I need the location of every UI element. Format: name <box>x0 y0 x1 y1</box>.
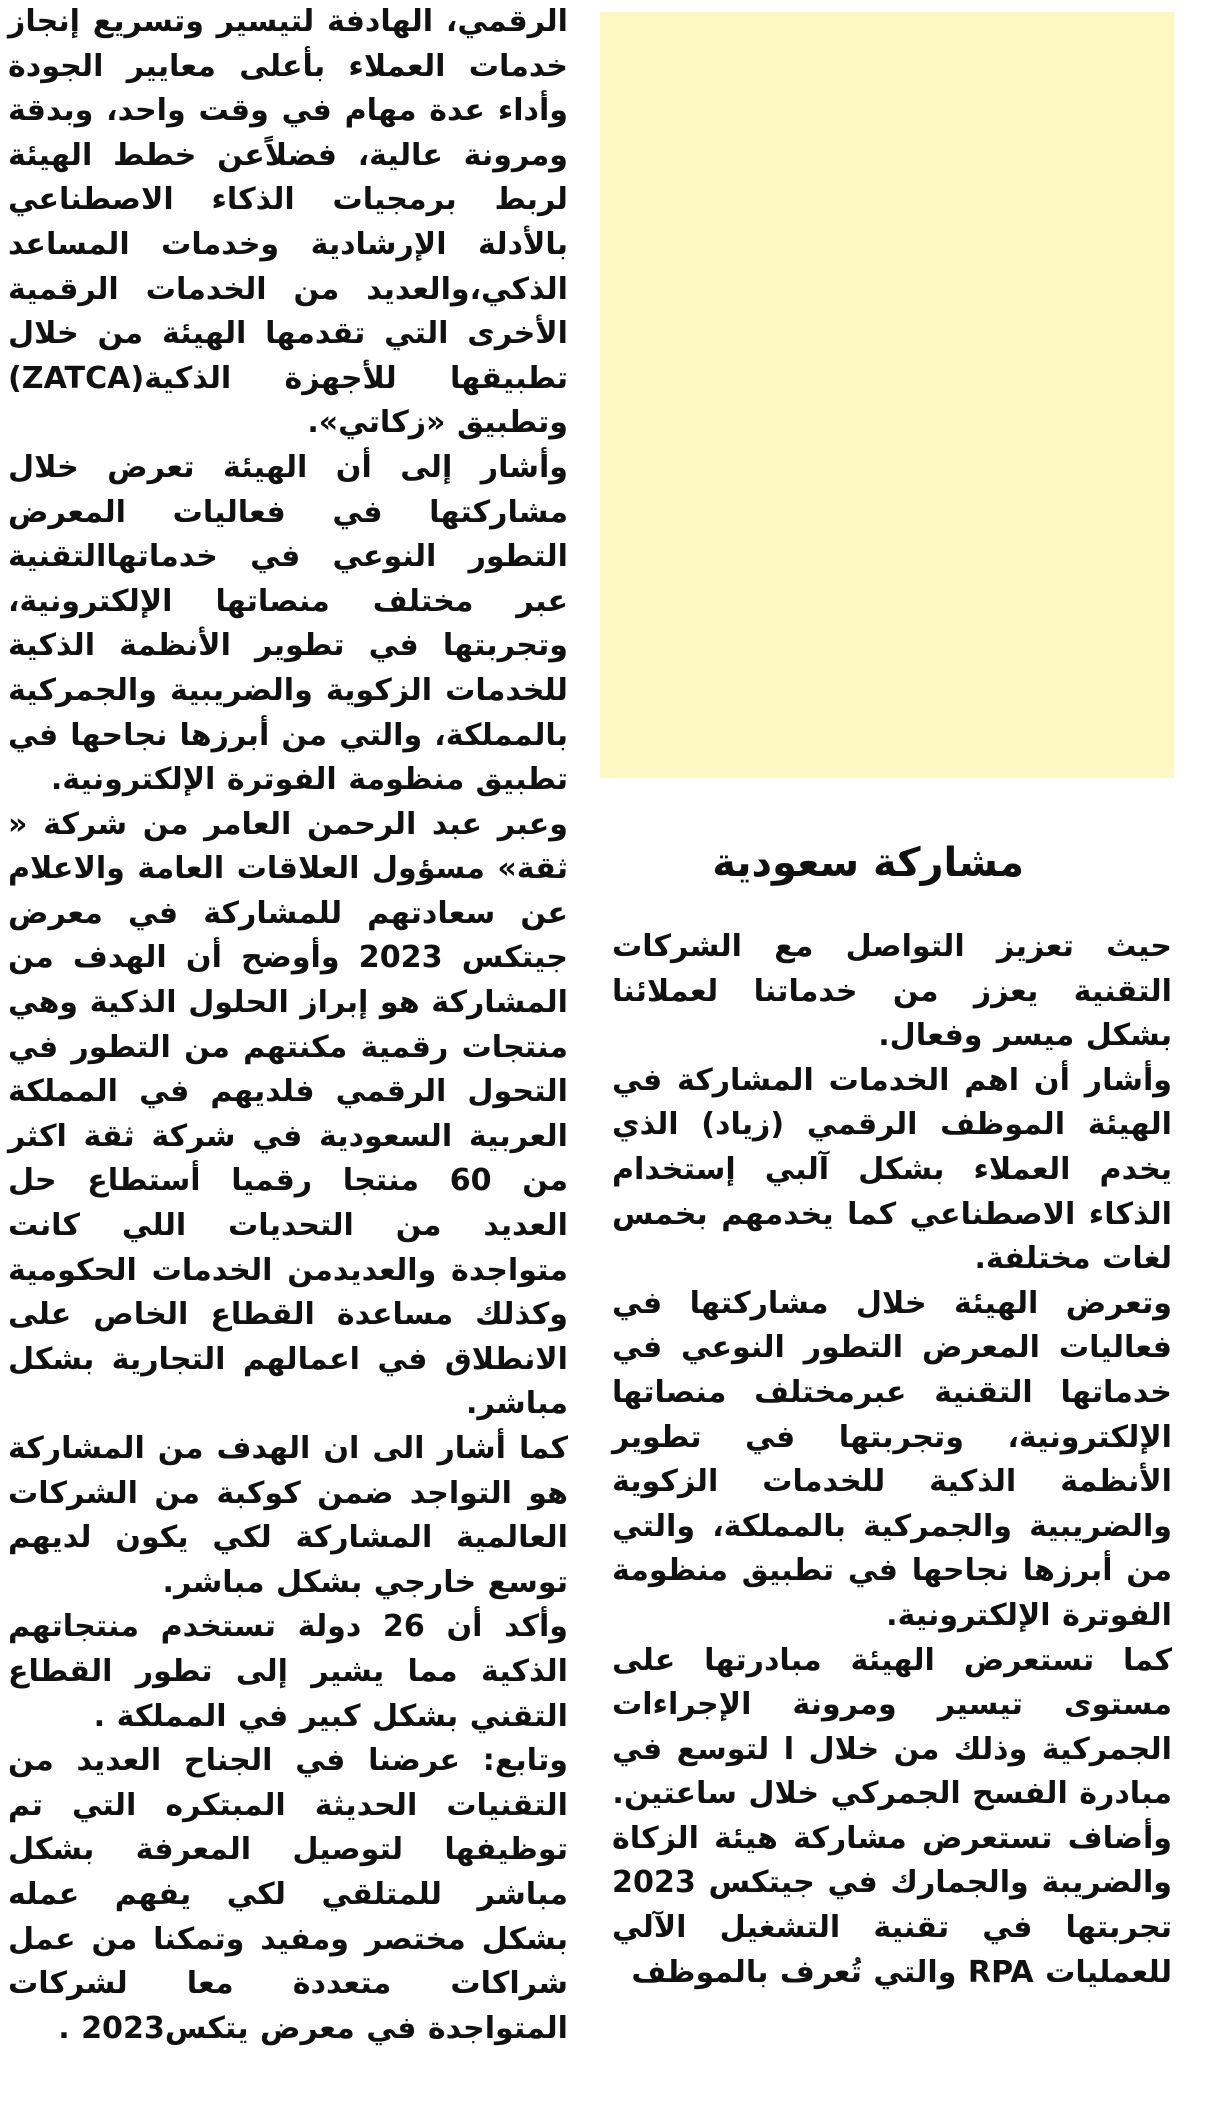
article-photo-placeholder <box>600 12 1174 778</box>
section-heading: مشاركة سعودية <box>712 840 1024 886</box>
article-paragraph: الرقمي، الهادفة لتيسير وتسريع إنجاز خدمات العملاء بأعلى معايير الجودة وأداء عدة مهام في وقت واحد، وبدقة ومرونة عالية، فضلاًعن خطط الهيئة لربط برمجيات الذكاء الاصطناعي بالأدلة الإرشادية وخدمات المساعد الذكي،والعديد من الخدمات الرقمية الأخرى التي تقدمها الهيئة من خلال تطبيقها للأجهزة الذكية(ZATCA) وتطبيق «زكاتي». <box>8 4 568 441</box>
article-column-left <box>8 0 568 2051</box>
article-paragraph: كما تستعرض الهيئة مبادرتها على مستوى تيسير ومرونة الإجراءات الجمركية وذلك من خلال ا لتوسع في مبادرة الفسح الجمركي خلال ساعتين. <box>612 1642 1172 1812</box>
article-column-right <box>612 925 1172 1995</box>
article-paragraph: وأضاف تستعرض مشاركة هيئة الزكاة والضريبة والجمارك في جيتكس 2023 تجربتها في تقنية التشغيل الآلي للعمليات RPA والتي تُعرف بالموظف <box>612 1820 1172 1990</box>
article-paragraph: حيث تعزيز التواصل مع الشركات التقنية يعزز من خدماتنا لعملائنا بشكل ميسر وفعال. <box>612 929 1172 1054</box>
article-paragraph: وعبر عبد الرحمن العامر من شركة « ثقة» مسؤول العلاقات العامة والاعلام عن سعادتهم للمشاركة في معرض جيتكس 2023 وأوضح أن الهدف من المشاركة هو إبراز الحلول الذكية وهي منتجات رقمية مكنتهم من التطور في التحول الرقمي فلديهم في المملكة العربية السعودية في شركة ثقة اكثر من 60 منتجا رقميا أستطاع حل العديد من التحديات اللي كانت متواجدة والعديدمن الخدمات الحكومية وكذلك مساعدة القطاع الخاص على الانطلاق في اعمالهم التجارية بشكل مباشر. <box>8 806 568 1422</box>
article-paragraph: وتابع: عرضنا في الجناح العديد من التقنيات الحديثة المبتكره التي تم توظيفها لتوصيل المعرفة بشكل مباشر للمتلقي لكي يفهم عمله بشكل مختصر ومفيد وتمكنا من عمل شراكات متعددة معا لشركات المتواجدة في معرض يتكس2023 . <box>8 1743 568 2046</box>
article-paragraph: وأكد أن 26 دولة تستخدم منتجاتهم الذكية مما يشير إلى تطور القطاع التقني بشكل كبير في المملكة . <box>8 1609 568 1734</box>
article-paragraph: وأشار أن اهم الخدمات المشاركة في الهيئة الموظف الرقمي (زياد) الذي يخدم العملاء بشكل آلبي إستخدام الذكاء الاصطناعي كما يخدمهم بخمس لغات مختلفة. <box>612 1062 1172 1277</box>
article-paragraph: وأشار إلى أن الهيئة تعرض خلال مشاركتها في فعاليات المعرض التطور النوعي في خدماتهاالتقنية عبر مختلف منصاتها الإلكترونية، وتجربتها في تطوير الأنظمة الذكية للخدمات الزكوية والضريبية والجمركية بالمملكة، والتي من أبرزها نجاحها في تطبيق منظومة الفوترة الإلكترونية. <box>8 449 568 798</box>
article-paragraph: كما أشار الى ان الهدف من المشاركة هو التواجد ضمن كوكبة من الشركات العالمية المشاركة لكي يكون لديهم توسع خارجي بشكل مباشر. <box>8 1431 568 1600</box>
article-paragraph: وتعرض الهيئة خلال مشاركتها في فعاليات المعرض التطور النوعي في خدماتها التقنية عبرمختلف منصاتها الإلكترونية، وتجربتها في تطوير الأنظمة الذكية للخدمات الزكوية والضريبية والجمركية بالمملكة، والتي من أبرزها نجاحها في تطبيق منظومة الفوترة الإلكترونية. <box>612 1285 1172 1633</box>
